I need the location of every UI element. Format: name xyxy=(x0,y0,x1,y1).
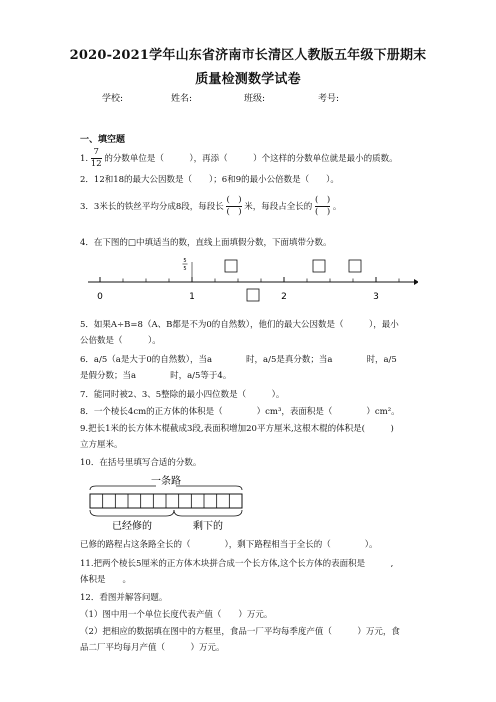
name-label: 姓名: xyxy=(171,94,193,104)
question-11-line1: 11.把两个棱长5厘米的正方体木块拼合成一个长方体,这个长方体的表面积是 , xyxy=(80,559,394,569)
tick-label-0: 0 xyxy=(97,292,103,302)
number-line-figure xyxy=(88,254,418,306)
question-2: 2．12和18的最大公因数是（ ）；6和9的最小公倍数是（ ）。 xyxy=(80,175,339,185)
tick-label-3: 3 xyxy=(373,292,379,302)
above-label-numerator: 5 xyxy=(183,258,187,264)
question-5-line1: 5．如果A÷B=8（A、B都是不为0的自然数），他们的最大公因数是（ ），最小 xyxy=(80,320,399,330)
answer-box-above-2[interactable] xyxy=(313,260,325,272)
question-6-line2: 是假分数；当a 时，a/5等于4。 xyxy=(80,371,232,381)
paren-top: ( ) xyxy=(315,195,331,205)
exam-title-line2: 质量检测数学试卷 xyxy=(195,72,301,87)
question-3-text-b: 米，每段占全长的 xyxy=(244,202,313,212)
question-3 xyxy=(80,196,341,217)
answer-box-above-3[interactable] xyxy=(349,260,361,272)
road-segments xyxy=(103,494,230,508)
left-brace xyxy=(90,510,174,516)
road-diagram xyxy=(86,472,246,534)
tick-label-2: 2 xyxy=(281,292,287,302)
paren-bottom: ( ) xyxy=(226,207,242,217)
question-1-text: 的分数单位是（ ），再添（ ）个这样的分数单位就是最小的质数。 xyxy=(104,154,398,164)
question-12-sub2-line2: 品二厂平均每月产值（ ）万元。 xyxy=(80,643,225,653)
paren-bottom: ( ) xyxy=(315,207,331,217)
number-line-ticks xyxy=(100,277,399,282)
question-1-fraction xyxy=(91,148,102,169)
question-12: 12．看图并解答问题。 xyxy=(80,593,168,603)
question-5-line2: 公倍数是（ ）。 xyxy=(80,336,161,346)
answer-box-above-1[interactable] xyxy=(225,260,237,272)
answer-box-below-1[interactable] xyxy=(247,289,259,301)
question-3-blank-fraction-1 xyxy=(226,196,241,217)
question-1 xyxy=(80,148,398,169)
question-9-line1: 9.把长1米的长方体木棍截成3段,表面积增加20平方厘米,这根木棍的体积是( ) xyxy=(80,424,394,434)
question-10-answer: 已修的路程占这条路全长的（ ），剩下路程相当于全长的（ ）。 xyxy=(80,540,378,550)
paren-top: ( ) xyxy=(226,195,242,205)
question-4: 4．在下图的□中填适当的数，直线上面填假分数，下面填带分数。 xyxy=(80,238,332,248)
road-right-label: 剩下的 xyxy=(193,521,223,532)
question-8: 8．一个棱长4cm的正方体的体积是（ ）cm³，表面积是（ ）cm²。 xyxy=(80,407,400,417)
fraction-numerator: 7 xyxy=(93,147,99,157)
question-12-sub2-line1: （2）把相应的数据填在图中的方框里，食品一厂平均每季度产值（ ）万元，食 xyxy=(80,627,400,637)
right-brace xyxy=(174,510,242,516)
question-3-text-a: 3．3米长的铁丝平均分成8段，每段长 xyxy=(80,202,224,212)
question-11-line2: 体积是 。 xyxy=(80,575,132,585)
fraction-denominator: 12 xyxy=(90,159,102,169)
tick-label-1: 1 xyxy=(189,292,195,302)
above-label-denominator: 5 xyxy=(183,266,187,272)
number-line-arrowhead xyxy=(414,279,418,285)
section-heading-fill-in: 一、填空题 xyxy=(80,135,126,145)
question-12-sub1: （1）图中用一个单位长度代表产值（ ）万元。 xyxy=(80,610,273,620)
question-10: 10．在括号里填写合适的分数。 xyxy=(80,458,202,468)
question-6-line1: 6．a/5（a是大于0的自然数），当a 时，a/5是真分数；当a 时，a/5 xyxy=(80,355,397,365)
exam-title-line1: 2020-2021学年山东省济南市长清区人教版五年级下册期末 xyxy=(69,48,427,63)
road-left-label: 已经修的 xyxy=(112,521,152,532)
road-top-label: 一条路 xyxy=(151,476,181,487)
exam-number-label: 考号: xyxy=(318,94,340,104)
question-9-line2: 立方厘米。 xyxy=(80,440,123,450)
question-3-blank-fraction-2 xyxy=(315,196,330,217)
question-3-text-c: 。 xyxy=(332,202,342,212)
question-7: 7．能同时被2、3、5整除的最小四位数是（ ）。 xyxy=(80,390,285,400)
question-1-number: 1. xyxy=(80,154,89,164)
class-label: 班级: xyxy=(244,94,266,104)
school-label: 学校: xyxy=(102,94,124,104)
